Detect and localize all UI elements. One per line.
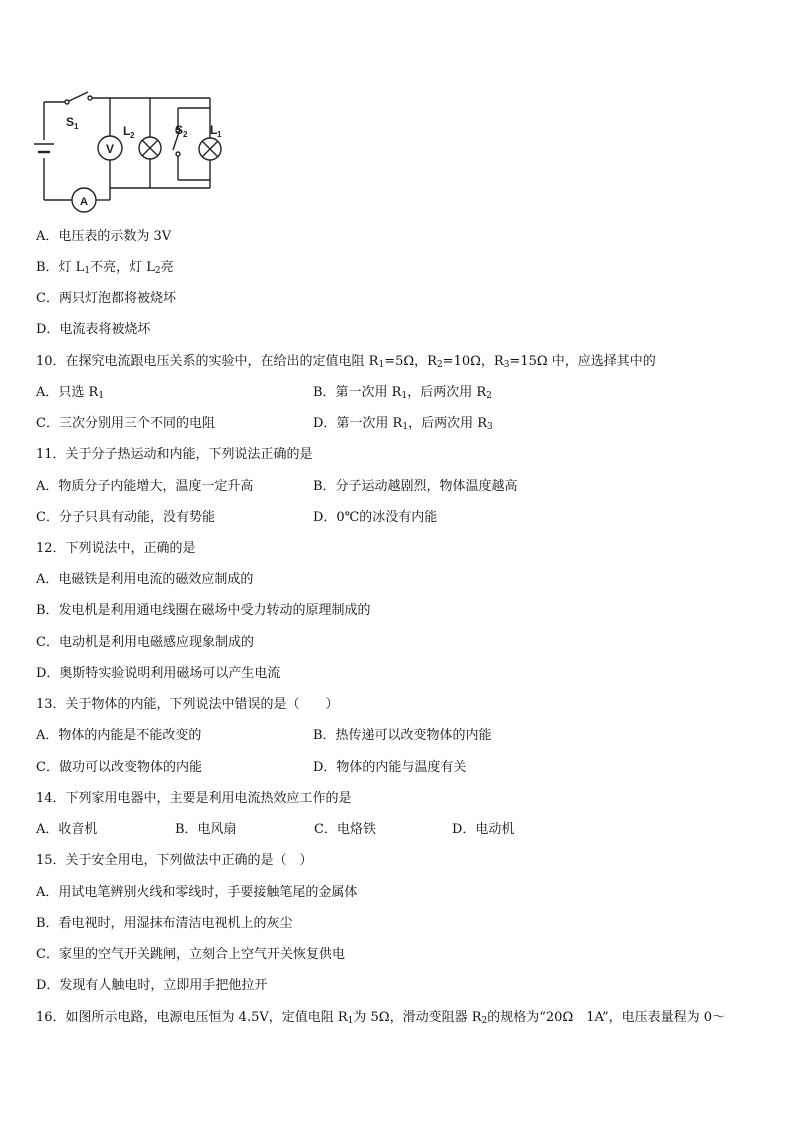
s2-label: S xyxy=(175,123,184,137)
q13-option-b: B．热传递可以改变物体的内能 xyxy=(313,728,492,743)
q13-option-c: C．做功可以改变物体的内能 xyxy=(36,760,202,775)
q10-option-b: B．第一次用 $R_1$，后两次用 $R_2$ xyxy=(313,385,492,401)
q12-option-a: A．电磁铁是利用电流的磁效应制成的 xyxy=(36,572,254,587)
q12-stem: 12．下列说法中，正确的是 xyxy=(36,541,196,556)
q11-option-b: B．分子运动越剧烈，物体温度越高 xyxy=(313,479,518,494)
q13-stem: 13．关于物体的内能，下列说法中错误的是（ ） xyxy=(36,697,339,712)
q15-option-b: B．看电视时，用湿抹布清洁电视机上的灰尘 xyxy=(36,916,293,931)
q13-option-a: A．物体的内能是不能改变的 xyxy=(36,728,202,743)
l2-label: L xyxy=(123,124,131,138)
q11-option-d: D．0℃的冰没有内能 xyxy=(313,510,438,525)
s1-label: S xyxy=(66,115,75,129)
q14-option-b: B．电风扇 xyxy=(175,822,237,837)
q12-option-b: B．发电机是利用通电线圈在磁场中受力转动的原理制成的 xyxy=(36,603,371,618)
l2-sub: 2 xyxy=(130,131,135,140)
q9-option-b: B．灯 $L_1$不亮，灯 $L_2$亮 xyxy=(36,260,174,276)
q11-option-a: A．物质分子内能增大，温度一定升高 xyxy=(36,479,254,494)
q9-option-a: A．电压表的示数为 3V xyxy=(36,229,172,244)
ammeter-label: A xyxy=(80,196,88,208)
q14-stem: 14．下列家用电器中，主要是利用电流热效应工作的是 xyxy=(36,791,352,806)
l1-label: L xyxy=(210,123,218,137)
q14-option-a: A．收音机 xyxy=(36,822,98,837)
q10-stem: 10．在探究电流跟电压关系的实验中，在给出的定值电阻 $R_1=5\Omega$，$R_2=10\Omega$，$R_3=15\Omega$ 中，应选择其中的 xyxy=(36,354,656,370)
circuit-diagram xyxy=(30,78,230,218)
voltmeter-icon xyxy=(98,136,122,160)
q15-stem: 15．关于安全用电，下列做法中正确的是（ ） xyxy=(36,853,313,868)
q16-stem: 16．如图所示电路，电源电压恒为 4.5V，定值电阻 $R_1$为 5Ω，滑动变阻器 $R_2$的规格为“20Ω 1A”，电压表量程为 0～ xyxy=(36,1010,726,1026)
q10-option-d: D．第一次用 $R_1$，后两次用 $R_3$ xyxy=(313,416,493,432)
l1-sub: 1 xyxy=(217,130,222,139)
lamp-l1-icon xyxy=(199,138,221,160)
q9-option-c: C．两只灯泡都将被烧坏 xyxy=(36,291,176,306)
q15-option-d: D．发现有人触电时，立即用手把他拉开 xyxy=(36,978,268,993)
s2-sub: 2 xyxy=(183,130,188,139)
ammeter-icon xyxy=(72,188,96,212)
q13-option-d: D．物体的内能与温度有关 xyxy=(313,760,467,775)
q12-option-d: D．奥斯特实验说明利用磁场可以产生电流 xyxy=(36,666,281,681)
q14-option-d: D．电动机 xyxy=(452,822,515,837)
q10-option-a: A．只选 $R_1$ xyxy=(36,385,105,401)
lamp-l2-icon xyxy=(139,137,161,159)
q12-option-c: C．电动机是利用电磁感应现象制成的 xyxy=(36,635,254,650)
s1-sub: 1 xyxy=(74,122,79,131)
q10-option-c: C．三次分别用三个不同的电阻 xyxy=(36,416,215,431)
voltmeter-label: V xyxy=(105,142,115,156)
q9-option-d: D．电流表将被烧坏 xyxy=(36,322,151,337)
q11-stem: 11．关于分子热运动和内能，下列说法正确的是 xyxy=(36,447,313,462)
q15-option-a: A．用试电笔辨别火线和零线时，手要接触笔尾的金属体 xyxy=(36,885,358,900)
q14-option-c: C．电烙铁 xyxy=(314,822,376,837)
q11-option-c: C．分子只具有动能，没有势能 xyxy=(36,510,215,525)
q15-option-c: C．家里的空气开关跳闸，立刻合上空气开关恢复供电 xyxy=(36,947,345,962)
